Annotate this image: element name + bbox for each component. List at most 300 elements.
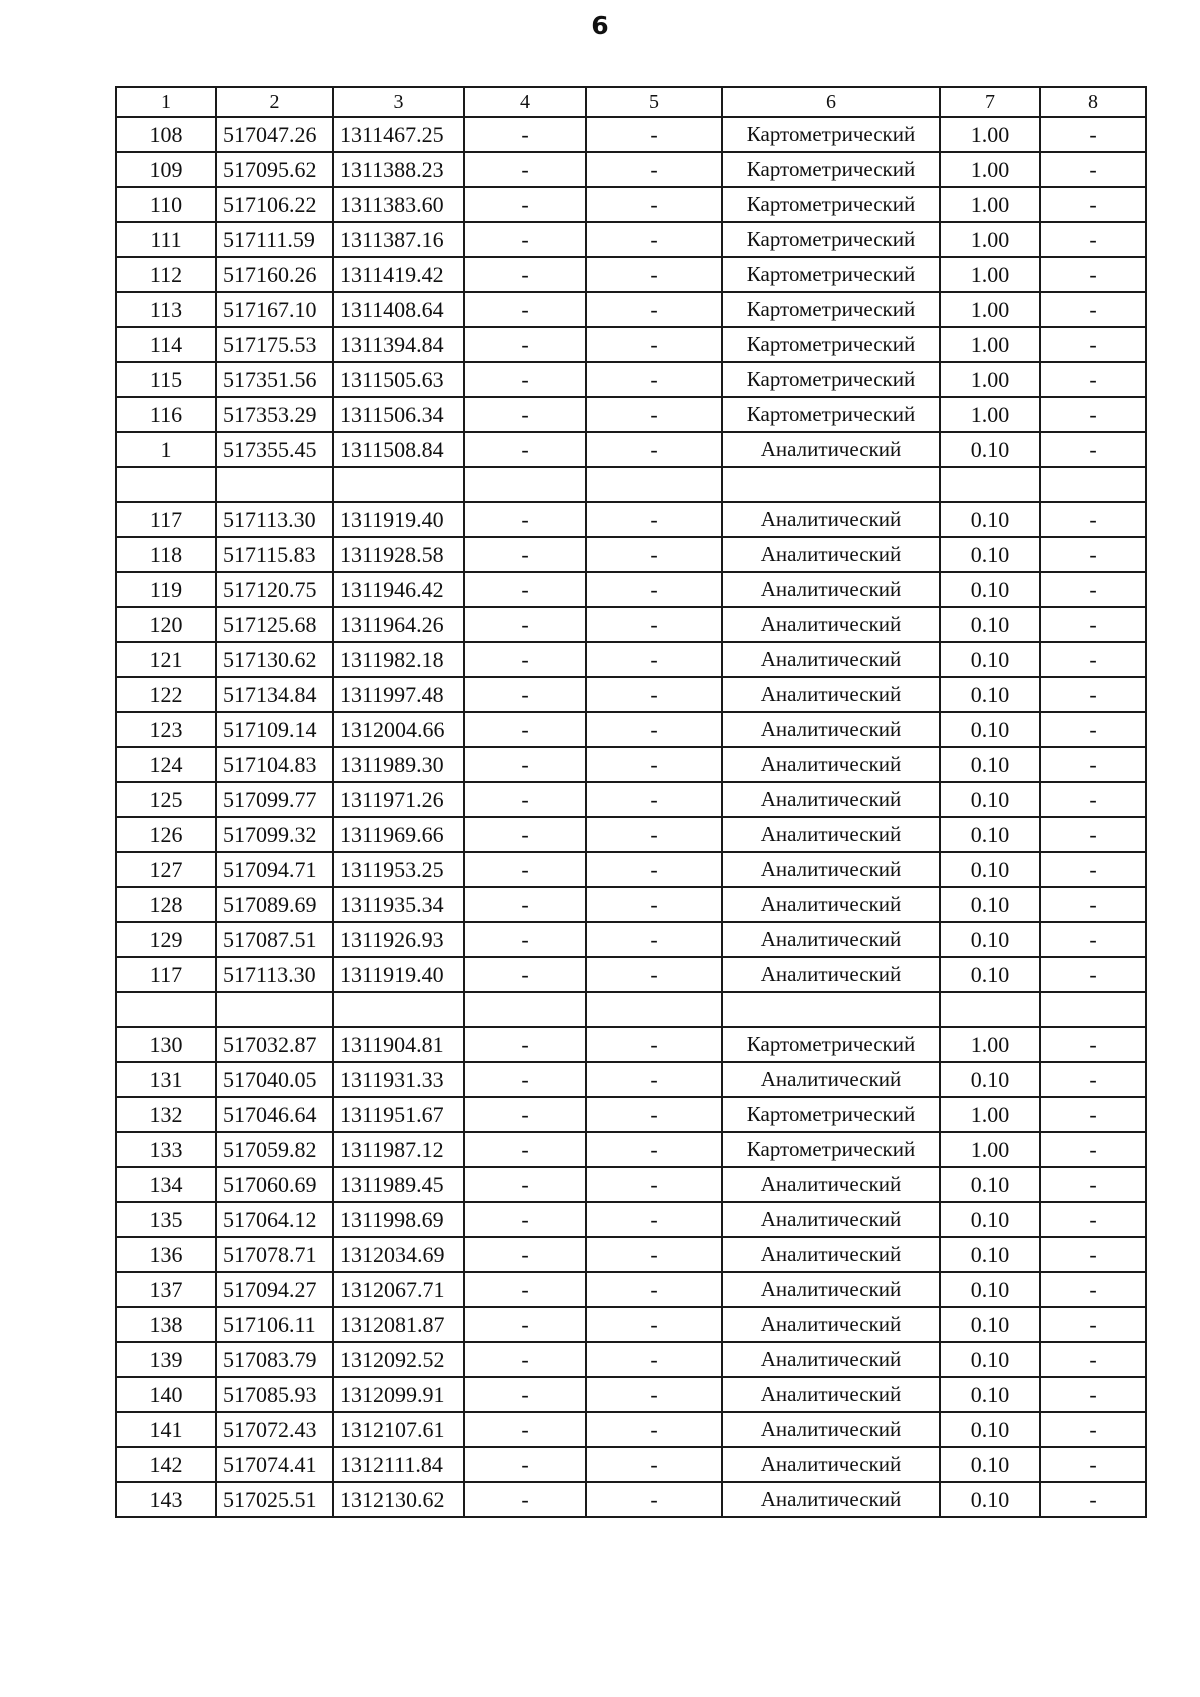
method-cell: Аналитический — [722, 1377, 940, 1412]
x-coordinate-cell: 517351.56 — [216, 362, 333, 397]
column-8-cell: - — [1040, 432, 1146, 467]
y-coordinate-cell: 1311928.58 — [333, 537, 464, 572]
method-cell: Аналитический — [722, 1447, 940, 1482]
method-cell: Аналитический — [722, 1412, 940, 1447]
y-coordinate-cell: 1311508.84 — [333, 432, 464, 467]
accuracy-cell: 0.10 — [940, 817, 1040, 852]
column-8-cell: - — [1040, 257, 1146, 292]
accuracy-cell: 0.10 — [940, 712, 1040, 747]
column-4-cell: - — [464, 1027, 586, 1062]
x-coordinate-cell: 517046.64 — [216, 1097, 333, 1132]
column-8-cell: - — [1040, 1447, 1146, 1482]
column-8-cell: - — [1040, 117, 1146, 152]
point-number-cell: 121 — [116, 642, 216, 677]
method-cell: Аналитический — [722, 887, 940, 922]
accuracy-cell: 0.10 — [940, 1237, 1040, 1272]
point-number-cell: 123 — [116, 712, 216, 747]
table-header — [116, 87, 1146, 117]
y-coordinate-cell: 1311387.16 — [333, 222, 464, 257]
column-4-cell: - — [464, 1272, 586, 1307]
y-coordinate-cell — [333, 467, 464, 502]
y-coordinate-cell: 1311383.60 — [333, 187, 464, 222]
table-row — [116, 292, 1146, 327]
accuracy-cell: 0.10 — [940, 1167, 1040, 1202]
column-5-cell: - — [586, 1237, 722, 1272]
point-number-cell: 117 — [116, 957, 216, 992]
column-5-cell: - — [586, 1167, 722, 1202]
y-coordinate-cell: 1312130.62 — [333, 1482, 464, 1517]
column-header: 8 — [1040, 87, 1146, 117]
method-cell: Картометрический — [722, 292, 940, 327]
accuracy-cell: 0.10 — [940, 852, 1040, 887]
accuracy-cell: 0.10 — [940, 502, 1040, 537]
x-coordinate-cell: 517167.10 — [216, 292, 333, 327]
table-row — [116, 572, 1146, 607]
column-5-cell: - — [586, 397, 722, 432]
y-coordinate-cell: 1311946.42 — [333, 572, 464, 607]
column-4-cell: - — [464, 1062, 586, 1097]
column-5-cell: - — [586, 852, 722, 887]
x-coordinate-cell: 517115.83 — [216, 537, 333, 572]
method-cell — [722, 992, 940, 1027]
point-number-cell: 119 — [116, 572, 216, 607]
x-coordinate-cell: 517085.93 — [216, 1377, 333, 1412]
column-8-cell: - — [1040, 1482, 1146, 1517]
accuracy-cell: 0.10 — [940, 1272, 1040, 1307]
column-5-cell: - — [586, 747, 722, 782]
coordinates-table — [115, 86, 1147, 1518]
column-8-cell: - — [1040, 747, 1146, 782]
x-coordinate-cell: 517355.45 — [216, 432, 333, 467]
column-5-cell: - — [586, 957, 722, 992]
column-4-cell: - — [464, 397, 586, 432]
table-row — [116, 327, 1146, 362]
column-4-cell: - — [464, 852, 586, 887]
column-5-cell: - — [586, 432, 722, 467]
column-4-cell: - — [464, 1237, 586, 1272]
x-coordinate-cell: 517125.68 — [216, 607, 333, 642]
column-5-cell: - — [586, 327, 722, 362]
point-number-cell: 114 — [116, 327, 216, 362]
x-coordinate-cell: 517060.69 — [216, 1167, 333, 1202]
y-coordinate-cell: 1312092.52 — [333, 1342, 464, 1377]
point-number-cell: 143 — [116, 1482, 216, 1517]
accuracy-cell: 1.00 — [940, 187, 1040, 222]
table-separator-row — [116, 992, 1146, 1027]
method-cell: Аналитический — [722, 1202, 940, 1237]
method-cell: Картометрический — [722, 397, 940, 432]
table-body — [116, 117, 1146, 1517]
column-5-cell: - — [586, 1412, 722, 1447]
column-5-cell: - — [586, 1132, 722, 1167]
table-row — [116, 1097, 1146, 1132]
x-coordinate-cell: 517353.29 — [216, 397, 333, 432]
y-coordinate-cell: 1311989.30 — [333, 747, 464, 782]
point-number-cell: 118 — [116, 537, 216, 572]
accuracy-cell: 1.00 — [940, 292, 1040, 327]
column-5-cell: - — [586, 1272, 722, 1307]
column-4-cell: - — [464, 922, 586, 957]
column-5-cell: - — [586, 1307, 722, 1342]
y-coordinate-cell: 1311969.66 — [333, 817, 464, 852]
point-number-cell: 128 — [116, 887, 216, 922]
column-8-cell: - — [1040, 1412, 1146, 1447]
column-4-cell: - — [464, 537, 586, 572]
method-cell: Аналитический — [722, 712, 940, 747]
x-coordinate-cell: 517175.53 — [216, 327, 333, 362]
accuracy-cell: 1.00 — [940, 1027, 1040, 1062]
column-5-cell: - — [586, 1447, 722, 1482]
table-row — [116, 1307, 1146, 1342]
point-number-cell: 134 — [116, 1167, 216, 1202]
column-5-cell: - — [586, 677, 722, 712]
column-4-cell: - — [464, 957, 586, 992]
method-cell: Картометрический — [722, 257, 940, 292]
method-cell: Аналитический — [722, 782, 940, 817]
y-coordinate-cell: 1311982.18 — [333, 642, 464, 677]
y-coordinate-cell: 1311505.63 — [333, 362, 464, 397]
point-number-cell: 120 — [116, 607, 216, 642]
column-4-cell: - — [464, 572, 586, 607]
table-row — [116, 1412, 1146, 1447]
method-cell: Аналитический — [722, 1237, 940, 1272]
column-4-cell: - — [464, 257, 586, 292]
column-5-cell: - — [586, 1342, 722, 1377]
method-cell: Аналитический — [722, 922, 940, 957]
column-8-cell: - — [1040, 1132, 1146, 1167]
method-cell: Картометрический — [722, 152, 940, 187]
method-cell: Картометрический — [722, 1097, 940, 1132]
table-row — [116, 222, 1146, 257]
column-8-cell: - — [1040, 1062, 1146, 1097]
point-number-cell: 136 — [116, 1237, 216, 1272]
point-number-cell — [116, 992, 216, 1027]
table-row — [116, 502, 1146, 537]
accuracy-cell: 0.10 — [940, 1377, 1040, 1412]
column-4-cell: - — [464, 292, 586, 327]
point-number-cell: 135 — [116, 1202, 216, 1237]
column-4-cell: - — [464, 817, 586, 852]
table-row — [116, 1027, 1146, 1062]
method-cell: Аналитический — [722, 502, 940, 537]
table-row — [116, 117, 1146, 152]
column-5-cell: - — [586, 782, 722, 817]
point-number-cell: 1 — [116, 432, 216, 467]
method-cell: Картометрический — [722, 1027, 940, 1062]
column-8-cell: - — [1040, 502, 1146, 537]
x-coordinate-cell: 517099.32 — [216, 817, 333, 852]
page-number: 6 — [591, 11, 609, 40]
x-coordinate-cell: 517160.26 — [216, 257, 333, 292]
point-number-cell: 110 — [116, 187, 216, 222]
x-coordinate-cell: 517064.12 — [216, 1202, 333, 1237]
y-coordinate-cell — [333, 992, 464, 1027]
y-coordinate-cell: 1311989.45 — [333, 1167, 464, 1202]
header-row — [116, 87, 1146, 117]
accuracy-cell — [940, 467, 1040, 502]
x-coordinate-cell: 517104.83 — [216, 747, 333, 782]
column-8-cell: - — [1040, 1027, 1146, 1062]
column-4-cell: - — [464, 117, 586, 152]
y-coordinate-cell: 1312081.87 — [333, 1307, 464, 1342]
column-5-cell: - — [586, 1097, 722, 1132]
column-header: 7 — [940, 87, 1040, 117]
y-coordinate-cell: 1311964.26 — [333, 607, 464, 642]
column-8-cell: - — [1040, 1237, 1146, 1272]
accuracy-cell: 0.10 — [940, 1447, 1040, 1482]
column-4-cell: - — [464, 1307, 586, 1342]
table-row — [116, 362, 1146, 397]
x-coordinate-cell — [216, 467, 333, 502]
x-coordinate-cell: 517059.82 — [216, 1132, 333, 1167]
column-4-cell: - — [464, 642, 586, 677]
column-4-cell: - — [464, 187, 586, 222]
x-coordinate-cell: 517089.69 — [216, 887, 333, 922]
column-8-cell: - — [1040, 397, 1146, 432]
accuracy-cell: 0.10 — [940, 1202, 1040, 1237]
point-number-cell: 113 — [116, 292, 216, 327]
column-5-cell: - — [586, 362, 722, 397]
point-number-cell: 129 — [116, 922, 216, 957]
table-row — [116, 1237, 1146, 1272]
method-cell: Аналитический — [722, 1307, 940, 1342]
column-5-cell: - — [586, 292, 722, 327]
column-4-cell: - — [464, 432, 586, 467]
column-8-cell: - — [1040, 817, 1146, 852]
method-cell: Аналитический — [722, 852, 940, 887]
method-cell: Картометрический — [722, 362, 940, 397]
y-coordinate-cell: 1311998.69 — [333, 1202, 464, 1237]
point-number-cell: 130 — [116, 1027, 216, 1062]
column-4-cell: - — [464, 152, 586, 187]
y-coordinate-cell: 1311419.42 — [333, 257, 464, 292]
column-5-cell: - — [586, 1062, 722, 1097]
table-row — [116, 1272, 1146, 1307]
x-coordinate-cell: 517113.30 — [216, 957, 333, 992]
table-row — [116, 852, 1146, 887]
point-number-cell: 117 — [116, 502, 216, 537]
method-cell: Картометрический — [722, 327, 940, 362]
column-8-cell: - — [1040, 922, 1146, 957]
x-coordinate-cell: 517047.26 — [216, 117, 333, 152]
method-cell: Аналитический — [722, 1272, 940, 1307]
column-header: 3 — [333, 87, 464, 117]
accuracy-cell: 1.00 — [940, 222, 1040, 257]
table-row — [116, 782, 1146, 817]
column-5-cell: - — [586, 537, 722, 572]
column-5-cell: - — [586, 572, 722, 607]
y-coordinate-cell: 1312111.84 — [333, 1447, 464, 1482]
accuracy-cell — [940, 992, 1040, 1027]
point-number-cell: 138 — [116, 1307, 216, 1342]
accuracy-cell: 0.10 — [940, 537, 1040, 572]
x-coordinate-cell: 517099.77 — [216, 782, 333, 817]
column-header: 5 — [586, 87, 722, 117]
table-row — [116, 607, 1146, 642]
column-4-cell — [464, 467, 586, 502]
y-coordinate-cell: 1311394.84 — [333, 327, 464, 362]
column-5-cell: - — [586, 187, 722, 222]
column-8-cell: - — [1040, 1097, 1146, 1132]
column-5-cell: - — [586, 117, 722, 152]
y-coordinate-cell: 1312099.91 — [333, 1377, 464, 1412]
accuracy-cell: 0.10 — [940, 1412, 1040, 1447]
point-number-cell: 126 — [116, 817, 216, 852]
column-5-cell: - — [586, 257, 722, 292]
x-coordinate-cell: 517113.30 — [216, 502, 333, 537]
column-8-cell: - — [1040, 187, 1146, 222]
point-number-cell: 142 — [116, 1447, 216, 1482]
point-number-cell: 124 — [116, 747, 216, 782]
table-separator-row — [116, 467, 1146, 502]
point-number-cell: 109 — [116, 152, 216, 187]
column-5-cell: - — [586, 1027, 722, 1062]
table-row — [116, 432, 1146, 467]
point-number-cell: 112 — [116, 257, 216, 292]
accuracy-cell: 1.00 — [940, 362, 1040, 397]
point-number-cell: 139 — [116, 1342, 216, 1377]
method-cell: Аналитический — [722, 607, 940, 642]
column-4-cell: - — [464, 1447, 586, 1482]
x-coordinate-cell: 517094.71 — [216, 852, 333, 887]
column-8-cell: - — [1040, 957, 1146, 992]
point-number-cell: 116 — [116, 397, 216, 432]
column-8-cell: - — [1040, 1377, 1146, 1412]
column-8-cell — [1040, 467, 1146, 502]
column-5-cell: - — [586, 502, 722, 537]
method-cell: Аналитический — [722, 572, 940, 607]
column-4-cell: - — [464, 1167, 586, 1202]
column-header: 1 — [116, 87, 216, 117]
column-8-cell: - — [1040, 887, 1146, 922]
column-8-cell: - — [1040, 222, 1146, 257]
column-5-cell: - — [586, 222, 722, 257]
x-coordinate-cell: 517134.84 — [216, 677, 333, 712]
x-coordinate-cell: 517025.51 — [216, 1482, 333, 1517]
y-coordinate-cell: 1311408.64 — [333, 292, 464, 327]
y-coordinate-cell: 1311904.81 — [333, 1027, 464, 1062]
column-5-cell: - — [586, 607, 722, 642]
y-coordinate-cell: 1311388.23 — [333, 152, 464, 187]
x-coordinate-cell: 517040.05 — [216, 1062, 333, 1097]
x-coordinate-cell: 517032.87 — [216, 1027, 333, 1062]
column-4-cell: - — [464, 1377, 586, 1412]
y-coordinate-cell: 1311935.34 — [333, 887, 464, 922]
table-row — [116, 922, 1146, 957]
column-8-cell: - — [1040, 327, 1146, 362]
table-row — [116, 257, 1146, 292]
table-row — [116, 677, 1146, 712]
method-cell: Аналитический — [722, 642, 940, 677]
table-row — [116, 1377, 1146, 1412]
table-row — [116, 1482, 1146, 1517]
table-row — [116, 1447, 1146, 1482]
column-8-cell: - — [1040, 1272, 1146, 1307]
column-5-cell: - — [586, 887, 722, 922]
table-row — [116, 152, 1146, 187]
point-number-cell: 108 — [116, 117, 216, 152]
y-coordinate-cell: 1311931.33 — [333, 1062, 464, 1097]
table-row — [116, 537, 1146, 572]
point-number-cell: 133 — [116, 1132, 216, 1167]
column-5-cell: - — [586, 1202, 722, 1237]
accuracy-cell: 1.00 — [940, 327, 1040, 362]
x-coordinate-cell: 517111.59 — [216, 222, 333, 257]
column-5-cell — [586, 992, 722, 1027]
column-4-cell: - — [464, 222, 586, 257]
x-coordinate-cell: 517095.62 — [216, 152, 333, 187]
accuracy-cell: 0.10 — [940, 572, 1040, 607]
column-8-cell: - — [1040, 642, 1146, 677]
y-coordinate-cell: 1311506.34 — [333, 397, 464, 432]
accuracy-cell: 0.10 — [940, 1307, 1040, 1342]
accuracy-cell: 0.10 — [940, 747, 1040, 782]
column-5-cell: - — [586, 1377, 722, 1412]
x-coordinate-cell: 517087.51 — [216, 922, 333, 957]
table-row — [116, 747, 1146, 782]
column-4-cell: - — [464, 677, 586, 712]
table-row — [116, 397, 1146, 432]
method-cell: Картометрический — [722, 1132, 940, 1167]
x-coordinate-cell — [216, 992, 333, 1027]
column-8-cell: - — [1040, 1342, 1146, 1377]
column-8-cell: - — [1040, 607, 1146, 642]
x-coordinate-cell: 517078.71 — [216, 1237, 333, 1272]
accuracy-cell: 0.10 — [940, 432, 1040, 467]
method-cell: Аналитический — [722, 747, 940, 782]
y-coordinate-cell: 1312034.69 — [333, 1237, 464, 1272]
x-coordinate-cell: 517074.41 — [216, 1447, 333, 1482]
column-8-cell: - — [1040, 362, 1146, 397]
column-8-cell: - — [1040, 1202, 1146, 1237]
column-8-cell: - — [1040, 152, 1146, 187]
point-number-cell: 115 — [116, 362, 216, 397]
point-number-cell: 127 — [116, 852, 216, 887]
column-4-cell: - — [464, 1482, 586, 1517]
column-5-cell: - — [586, 642, 722, 677]
point-number-cell: 125 — [116, 782, 216, 817]
y-coordinate-cell: 1311953.25 — [333, 852, 464, 887]
column-8-cell: - — [1040, 712, 1146, 747]
x-coordinate-cell: 517106.22 — [216, 187, 333, 222]
accuracy-cell: 0.10 — [940, 1062, 1040, 1097]
column-4-cell: - — [464, 327, 586, 362]
y-coordinate-cell: 1311926.93 — [333, 922, 464, 957]
column-8-cell — [1040, 992, 1146, 1027]
column-4-cell — [464, 992, 586, 1027]
column-4-cell: - — [464, 362, 586, 397]
method-cell: Аналитический — [722, 537, 940, 572]
point-number-cell: 111 — [116, 222, 216, 257]
column-8-cell: - — [1040, 572, 1146, 607]
y-coordinate-cell: 1311987.12 — [333, 1132, 464, 1167]
method-cell: Аналитический — [722, 1482, 940, 1517]
y-coordinate-cell: 1311467.25 — [333, 117, 464, 152]
table-row — [116, 1132, 1146, 1167]
method-cell — [722, 467, 940, 502]
y-coordinate-cell: 1311919.40 — [333, 502, 464, 537]
method-cell: Аналитический — [722, 817, 940, 852]
column-4-cell: - — [464, 782, 586, 817]
table-row — [116, 957, 1146, 992]
y-coordinate-cell: 1311997.48 — [333, 677, 464, 712]
point-number-cell: 137 — [116, 1272, 216, 1307]
column-4-cell: - — [464, 1342, 586, 1377]
column-8-cell: - — [1040, 292, 1146, 327]
accuracy-cell: 1.00 — [940, 117, 1040, 152]
column-5-cell — [586, 467, 722, 502]
column-header: 4 — [464, 87, 586, 117]
